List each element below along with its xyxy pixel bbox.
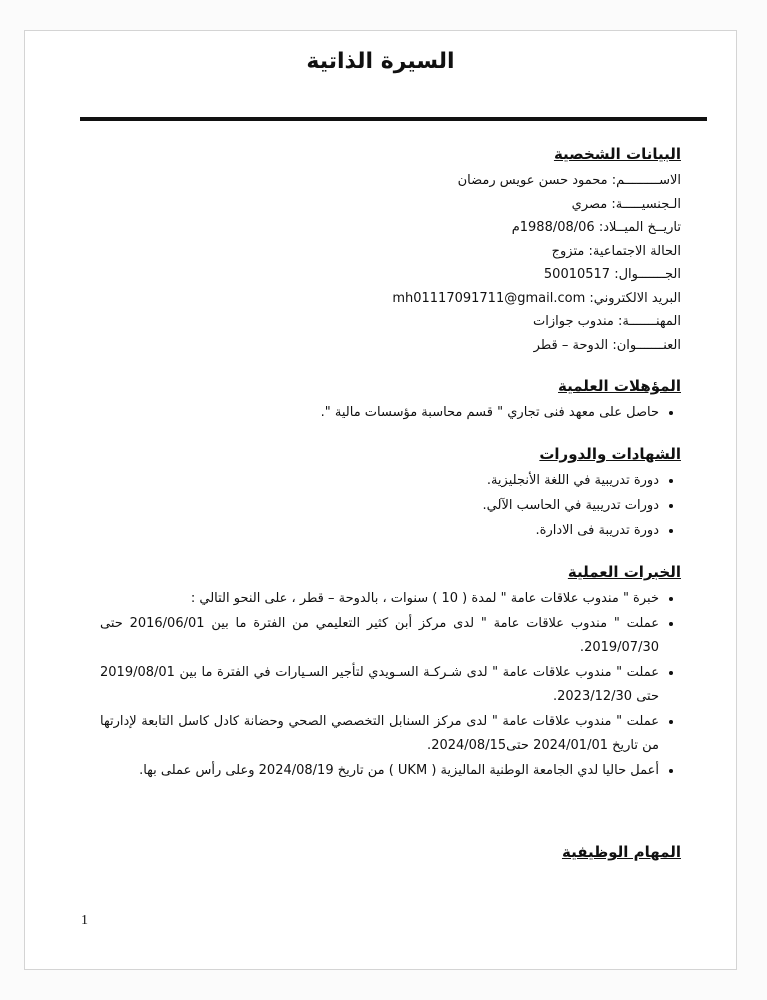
- field-birthdate: [100, 216, 681, 240]
- field-label: البريد الالكتروني:: [589, 290, 681, 306]
- document-title: السيرة الذاتية: [306, 49, 455, 74]
- field-value: مندوب جوازات: [532, 314, 614, 329]
- list-item: • عملت " مندوب علاقات عامة " لدى مركز أبن كثير التعليمي من الفترة ما بين 2016/06/01 حتى 2019/07/30.: [100, 612, 659, 660]
- field-value: مصري: [571, 196, 608, 212]
- field-value: 1988/08/06م: [511, 220, 595, 235]
- page-number: 1: [81, 913, 88, 928]
- field-marital-status: [100, 240, 681, 264]
- list-item: • دورة تدريبة فى الادارة.: [100, 519, 659, 543]
- list-item: • عملت " مندوب علاقات عامة " لدى شـركـة السـويدي لتأجير السـيارات في الفترة ما بين 2019/08/01 حتى 2023/12/30.: [100, 661, 659, 709]
- field-label: تاريــخ الميــلاد:: [598, 220, 681, 235]
- field-label: الاســـــــــم:: [611, 173, 681, 188]
- field-label: المهنـــــــة:: [617, 314, 681, 329]
- field-value: الدوحة – قطر: [533, 337, 609, 353]
- field-label: الـجنسيـــــة:: [611, 196, 681, 212]
- list-item: • عملت " مندوب علاقات عامة " لدى مركز السنابل التخصصي الصحي وحضانة كادل كاسل التابعة لإدارتها من تاريخ 2024/01/01 حتى2024/08/15.: [100, 710, 659, 758]
- field-nationality: [100, 193, 681, 217]
- field-value: متزوج: [551, 243, 585, 259]
- personal-section: [100, 143, 681, 357]
- field-profession: [100, 310, 681, 334]
- field-label: العنـــــــوان:: [612, 337, 681, 353]
- list-item: • دورات تدريبية في الحاسب الآلي.: [100, 494, 659, 518]
- field-email: [100, 287, 681, 311]
- experience-heading: الخبرات العملية: [567, 563, 681, 581]
- personal-heading: البيانات الشخصية: [553, 145, 681, 163]
- field-value: محمود حسن عويس رمضان: [457, 173, 608, 188]
- field-label: الجـــــــوال:: [614, 267, 681, 282]
- document-page: [24, 30, 737, 970]
- field-value: mh01117091711@gmail.com: [392, 290, 586, 306]
- certificates-list: [100, 469, 681, 543]
- list-item: • أعمل حاليا لدي الجامعة الوطنية الماليزية ( UKM ) من تاريخ 2024/08/19 وعلى رأس عملى بها.: [100, 759, 659, 783]
- duties-section: [100, 841, 681, 863]
- experience-list: [100, 587, 681, 783]
- certificates-section: [100, 443, 681, 543]
- qualifications-heading: المؤهلات العلمية: [558, 377, 681, 395]
- field-mobile: [100, 263, 681, 287]
- field-name: [100, 169, 681, 193]
- field-address: [100, 334, 681, 358]
- document-body: [100, 143, 681, 881]
- duties-heading: المهام الوظيفية: [561, 843, 681, 861]
- field-label: الحالة الاجتماعية:: [588, 243, 681, 259]
- list-item: • خبرة " مندوب علاقات عامة " لمدة ( 10 ) سنوات ، بالدوحة – قطر ، على النحو التالي :: [100, 587, 659, 611]
- experience-section: [100, 561, 681, 783]
- title-divider: [80, 117, 707, 121]
- certificates-heading: الشهادات والدورات: [539, 445, 681, 463]
- list-item: • حاصل على معهد فنى تجاري " قسم محاسبة مؤسسات مالية ".: [100, 401, 659, 425]
- qualifications-list: [100, 401, 681, 425]
- qualifications-section: [100, 375, 681, 425]
- field-value: 50010517: [543, 267, 611, 282]
- list-item: • دورة تدريبية في اللغة الأنجليزية.: [100, 469, 659, 493]
